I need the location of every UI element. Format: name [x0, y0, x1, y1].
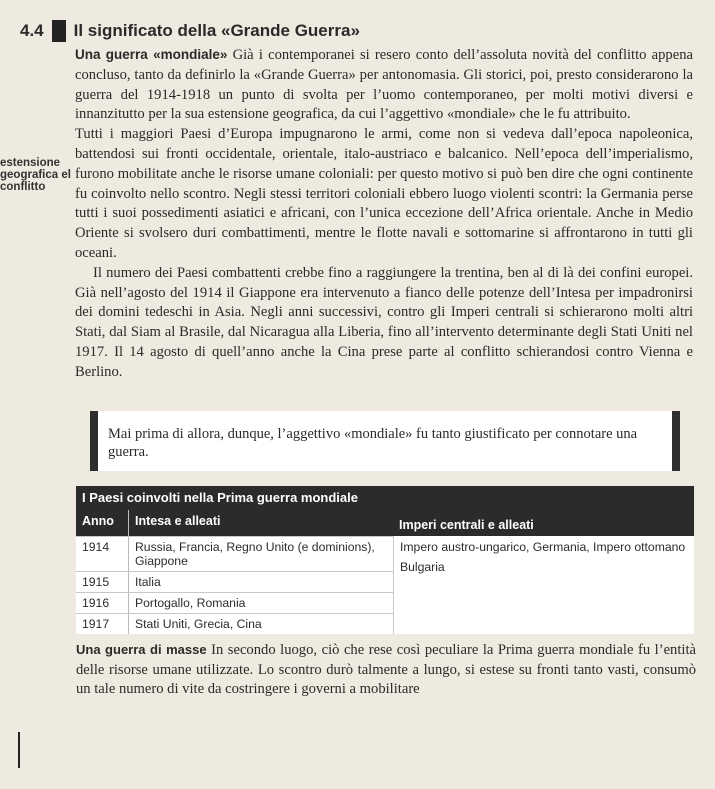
paragraph-text: In secondo luogo, ciò che rese così peculiare la Prima guerra mondiale fu l’entità delle risorse umane utilizzate. Lo scontro durò talmente a lungo, si estese su fronti tanto vasti, consumò un tale numero di vite da costringere i governi a mobilitare [76, 642, 696, 698]
cell-year: 1916 [82, 596, 110, 610]
paragraph-4 [76, 640, 696, 700]
paragraph-lead: Una guerra «mondiale» [75, 47, 228, 62]
table-row [76, 592, 393, 613]
header-imperi: Imperi centrali e alleati [399, 518, 534, 532]
header-year: Anno [82, 514, 114, 528]
cell-intesa: Russia, Francia, Regno Unito (e dominions), Giappone [128, 537, 393, 571]
countries-table [76, 486, 694, 634]
bracket-mark [18, 732, 34, 768]
callout-text: Mai prima di allora, dunque, l’aggettivo «mondiale» fu tanto giustificato per connotare una guerra. [108, 426, 638, 460]
margin-note: estensione geografica el conflitto [0, 157, 71, 193]
cell-intesa: Stati Uniti, Grecia, Cina [128, 614, 393, 634]
cell-intesa: Italia [128, 572, 393, 592]
cell-year: 1914 [82, 540, 110, 554]
table-body [76, 536, 694, 634]
table-header [76, 510, 694, 536]
table-title: I Paesi coinvolti nella Prima guerra mondiale [76, 486, 694, 510]
paragraph-3: Il numero dei Paesi combattenti crebbe fino a raggiungere la trentina, ben al di là dei confini europei. Già nell’agosto del 1914 il Giappone era intervenuto a fianco delle potenze dell’Intesa per impadronirsi dei domini tedeschi in Asia. Negli anni successivi, contro gli Imperi centrali si schierarono molti altri Stati, dal Siam al Brasile, dal Nicaragua alla Liberia, fino all’intervento determinante degli Stati Uniti nel 1917. Il 14 agosto di quell’anno anche la Cina prese parte al conflitto schierandosi contro Vienna e Berlino. [75, 264, 693, 380]
section-marker-icon [52, 20, 66, 42]
paragraph-1 [75, 45, 693, 125]
table-row [76, 571, 393, 592]
section-number: 4.4 [20, 21, 44, 40]
cell-year: 1917 [82, 617, 110, 631]
callout-bar-right [672, 411, 680, 471]
header-intesa: Intesa e alleati [128, 510, 393, 536]
table-left-columns [76, 536, 393, 634]
section-heading [20, 20, 360, 42]
paragraph-2: Tutti i maggiori Paesi d’Europa impugnarono le armi, come non si vedeva dall’epoca napoleonica, battendosi sui fronti occidentale, orientale, italo-austriaco e balcanico. Nell’epoca dell’imperialismo, furono mobilitate anche le risorse umane coloniali: per questo motivo si può ben dire che ogni continente fu coinvolto nello scontro. Negli stessi territori coloniali ebbero luogo violenti scontri: la Germania perse tutti i suoi possedimenti asiatici e africani, con l’unica eccezione dell’Africa orientale. Anche in Medio Oriente si svolsero duri combattimenti, mentre le flotte navali e sottomarine si affrontarono in tutti gli oceani. [75, 126, 693, 261]
table-row [76, 536, 393, 571]
highlight-box [90, 411, 680, 471]
cell-imperi: Bulgaria [400, 560, 445, 574]
table-right-column [393, 536, 694, 634]
cell-intesa: Portogallo, Romania [128, 593, 393, 613]
cell-imperi: Impero austro-ungarico, Germania, Impero ottomano [400, 540, 686, 554]
table-row [76, 613, 393, 634]
section-title: Il significato della «Grande Guerra» [73, 21, 360, 40]
paragraph-text: Già i contemporanei si resero conto dell’assoluta novità del conflitto appena concluso, tanto da definirlo la «Grande Guerra» per antonomasia. Gli storici, poi, presto considerarono la guerra del 1914-1918 un punto di svolta per l’uomo contemporaneo, per molti motivi diversi e innanzitutto per la sua estensione geografica, da cui l’aggettivo «mondiale» che le fu attribuito. [75, 47, 693, 123]
paragraph-lead: Una guerra di masse [76, 642, 207, 657]
callout-bar-left [90, 411, 98, 471]
cell-year: 1915 [82, 575, 110, 589]
body-text [75, 45, 693, 383]
